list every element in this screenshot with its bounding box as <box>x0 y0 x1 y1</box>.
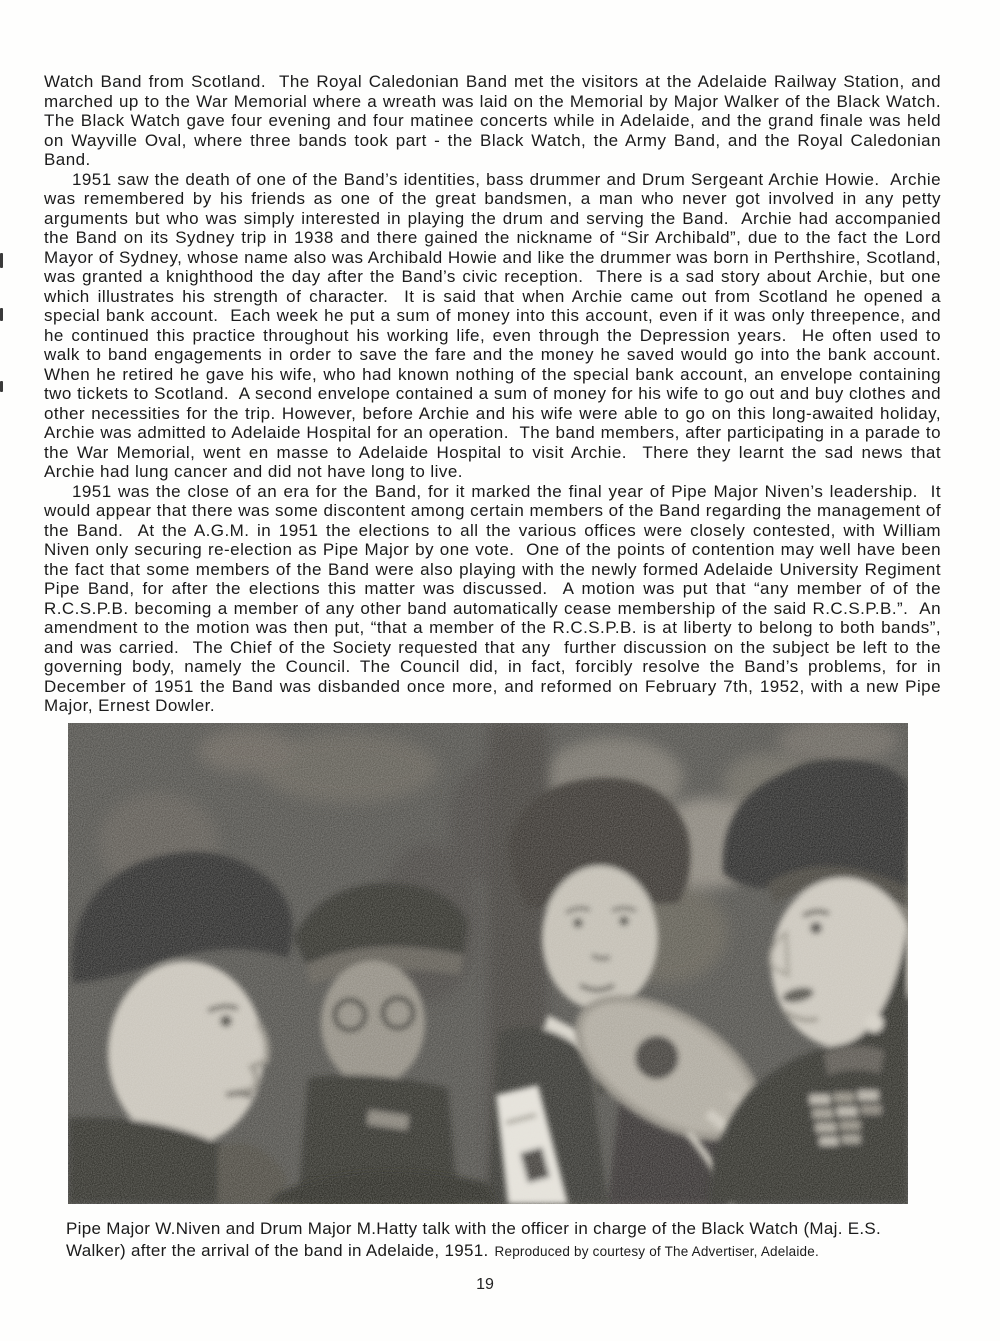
band-photo-image <box>68 723 908 1204</box>
body-text <box>44 72 952 716</box>
band-photo <box>68 723 908 1204</box>
scan-artifact <box>0 253 3 268</box>
photo-caption-text: Pipe Major W.Niven and Drum Major M.Hatty talk with the officer in charge of the Black Watch (Maj. E.S. Walker) after the arrival of the band in Adelaide, 1951. <box>66 1219 882 1260</box>
photo-caption <box>66 1218 911 1262</box>
scan-artifact <box>0 308 3 321</box>
scan-artifact <box>0 381 3 392</box>
paragraph-continuation: Watch Band from Scotland. The Royal Caledonian Band met the visitors at the Adelaide Railway Station, and marched up to the War Memorial where a wreath was laid on the Memorial by Major Walker of the Black Watch. The Black Watch gave four evening and four matinee concerts while in Adelaide, and the grand finale was held on Wayville Oval, where three bands took part - the Black Watch, the Army Band, and the Royal Caledonian Band. <box>44 72 947 169</box>
paragraph-archie-howie: 1951 saw the death of one of the Band’s identities, bass drummer and Drum Sergeant Archie Howie. Archie was remembered by his friends as one of the great bandsmen, a man who never got involved in any petty arguments but who was simply interested in playing the drum and serving the Band. Archie had accompanied the Band on its Sydney trip in 1938 and there gained the nickname of “Sir Archibald”, due to the fact the Lord Mayor of Sydney, whose name also was Archibald Howie and like the drummer was born in Perthshire, Scotland, was granted a knighthood the day after the Band’s civic reception. There is a sad story about Archie, but one which illustrates his strength of character. It is said that when Archie came out from Scotland he opened a special bank account. Each week he put a sum of money into this account, even if it was only threepence, and he continued this practice throughout his working life, even through the Depression years. He often used to walk to band engagements in order to save the fare and the money he saved would go into the bank account. When he retired he gave his wife, who had known nothing of the special bank account, an envelope containing two tickets to Scotland. A second envelope contained a sum of money for his wife to go out and buy clothes and other necessities for the trip. However, before Archie and his wife were able to go on this long-awaited holiday, Archie was admitted to Adelaide Hospital for an operation. The band members, after participating in a parade to the War Memorial, went en masse to Adelaide Hospital to visit Archie. There they learnt the sad news that Archie had lung cancer and did not have long to live. <box>44 169 952 481</box>
photo-credit: Reproduced by courtesy of The Advertiser, Adelaide. <box>494 1243 819 1259</box>
page-number: 19 <box>476 1276 494 1293</box>
paragraph-1951-close-of-era: 1951 was the close of an era for the Band, for it marked the final year of Pipe Major Niven’s leadership. It would appear that there was some discontent among certain members of the Band regarding the management of the Band. At the A.G.M. in 1951 the elections to all the various offices were closely contested, with William Niven only securing re-election as Pipe Major by one vote. One of the points of contention may well have been the fact that some members of the Band were also playing with the newly formed Adelaide University Regiment Pipe Band, for after the elections this matter was discussed. A motion was put that “any member of of the R.C.S.P.B. becoming a member of any other band automatically cease membership of the said R.C.S.P.B.”. An amendment to the motion was then put, “that a member of the R.C.S.P.B. is at liberty to belong to both bands”, and was carried. The Chief of the Society requested that any further discussion on the subject be left to the governing body, namely the Council. The Council did, in fact, forcibly resolve the Band’s problems, for in December of 1951 the Band was disbanded once more, and reformed on February 7th, 1952, with a new Pipe Major, Ernest Dowler. <box>44 481 947 715</box>
